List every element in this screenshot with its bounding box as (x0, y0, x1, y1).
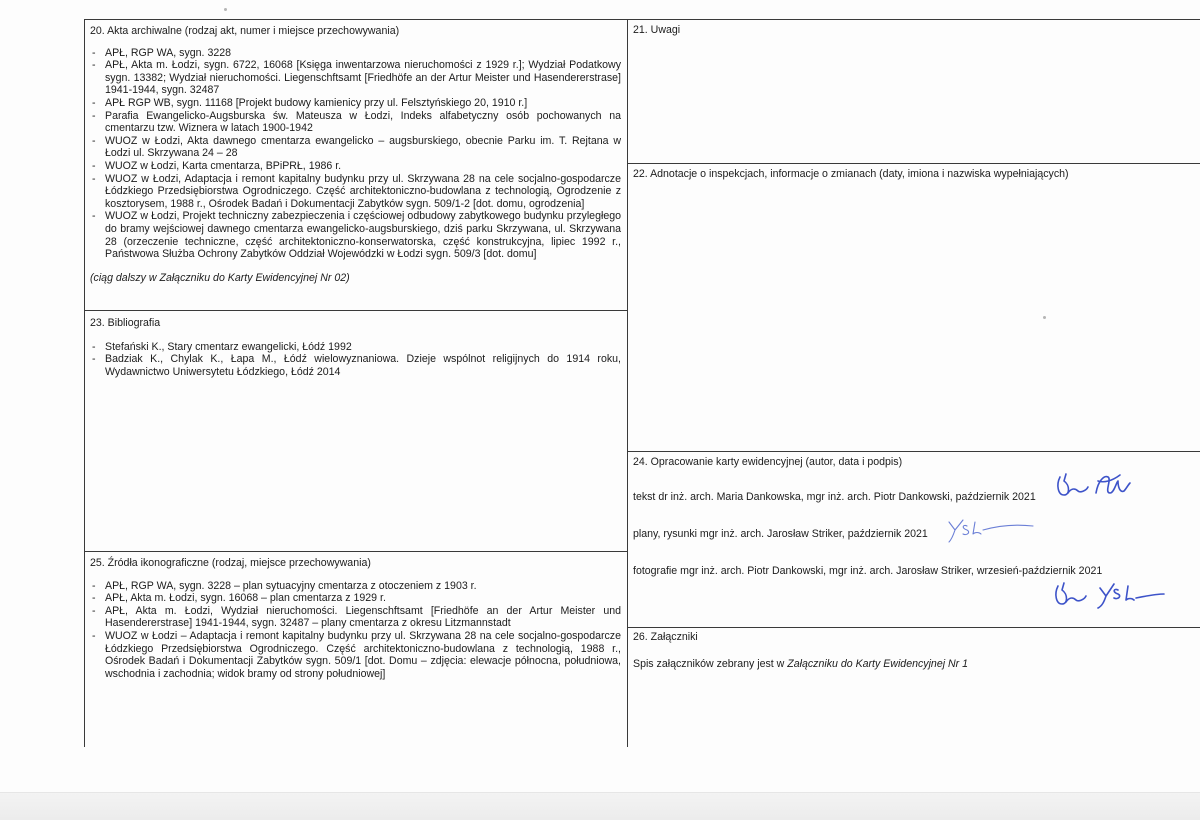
section-23-title: 23. Bibliografia (90, 317, 161, 329)
list-item: - Badziak K., Chylak K., Łapa M., Łódź wielowyznaniowa. Dzieje wspólnot religijnych do 1914 roku, Wydawnictwo Uniwersytetu Łódzkiego, Łódź 2014 (90, 353, 621, 378)
section-24-title: 24. Opracowanie karty ewidencyjnej (autor, data i podpis) (633, 456, 903, 468)
section-22-annotations (633, 168, 1193, 181)
table-top-rule (84, 19, 1200, 20)
rule-right-after-21 (627, 163, 1200, 164)
section-25-title: 25. Źródła ikonograficzne (rodzaj, miejsce przechowywania) (90, 557, 371, 569)
section-26-attachments (633, 631, 1193, 670)
signature-dankowski-image (1052, 471, 1134, 505)
section-25-iconographic-sources (90, 557, 621, 680)
list-item: - Parafia Ewangelicko-Augsburska św. Mateusza w Łodzi, Indeks alfabetyczny osób pochowanych na cmentarzu tzw. Wiznera w latach 1900-1942 (90, 110, 621, 135)
section-21-remarks (633, 24, 1193, 37)
section-20-continued-note: (ciąg dalszy w Załączniku do Karty Ewidencyjnej Nr 02) (90, 271, 350, 284)
section-21-title: 21. Uwagi (633, 24, 681, 36)
list-item: - APŁ, RGP WA, sygn. 3228 (90, 47, 621, 60)
list-item: - WUOZ w Łodzi, Karta cmentarza, BPiPRŁ, 1986 r. (90, 160, 621, 173)
author-text-line: tekst dr inż. arch. Maria Dankowska, mgr inż. arch. Piotr Dankowski, październik 2021 (633, 491, 1036, 503)
rule-right-after-22 (627, 451, 1200, 452)
list-item: - WUOZ w Łodzi, Adaptacja i remont kapitalny budynku przy ul. Skrzywana 28 na cele socjalno-gospodarcze Łódzkiego Przedsiębiorstwa Ogrodniczego. Część architektoniczno-budowlana z technologią, Ogrodzenie z kosztorysem, 1988 r., Ośrodek Badań i Dokumentacji Zabytków sygn. 509/1-2 [dot. domu, ogrodzenia] (90, 173, 621, 211)
author-photos-line: fotografie mgr inż. arch. Piotr Dankowski, mgr inż. arch. Jarosław Striker, wrzesień-październik 2021 (633, 565, 1103, 577)
section-25-list (90, 580, 621, 681)
section-20-archives (90, 25, 621, 284)
list-item: - WUOZ w Łodzi – Adaptacja i remont kapitalny budynku przy ul. Skrzywana 28 na cele socjalno-gospodarcze Łódzkiego Przedsiębiorstwa Ogrodniczego. Część architektoniczno-budowlana z technologią, 1988 r., Ośrodek Badań i Dokumentacji Zabytków sygn. 509/1 [dot. Domu – zdjęcia: elewacje północna, południowa, wschodnia i zachodnia; widok bramy od strony południowej] (90, 630, 621, 680)
list-item: - WUOZ w Łodzi, Akta dawnego cmentarza ewangelicko – augsburskiego, obecnie Parku im. T. Rejtana w Łodzi ul. Skrzywana 24 – 28 (90, 135, 621, 160)
signature-striker-image (945, 516, 1035, 546)
attachments-note-reference: Załączniku do Karty Ewidencyjnej Nr 1 (787, 657, 969, 670)
list-item: - APŁ, RGP WA, sygn. 3228 – plan sytuacyjny cmentarza z otoczeniem z 1903 r. (90, 580, 621, 593)
list-item: - APŁ, Akta m. Łodzi, sygn. 16068 – plan cmentarza z 1929 r. (90, 592, 621, 605)
scan-bottom-edge (0, 792, 1200, 820)
scan-speck (224, 8, 227, 11)
list-item: - APŁ RGP WB, sygn. 11168 [Projekt budowy kamienicy przy ul. Felsztyńskiego 20, 1910 r.] (90, 97, 621, 110)
rule-right-after-24 (627, 627, 1200, 628)
table-middle-rule (627, 19, 628, 747)
section-23-bibliography (90, 317, 621, 378)
list-item: - APŁ, Akta m. Łodzi, sygn. 6722, 16068 [Księga inwentarzowa nieruchomości z 1929 r.]; Wydział Podatkowy sygn. 13382; Wydział nieruchomości. Liegenschftsamt [Friedhöfe an der Artur Meister und Hasendererstrase] 1941-1944, sygn. 32487 (90, 59, 621, 97)
rule-left-after-20 (84, 310, 627, 311)
table-left-rule (84, 19, 85, 747)
list-item: - WUOZ w Łodzi, Projekt techniczny zabezpieczenia i częściowej odbudowy zabytkowego budynku przyległego do bramy wejściowej dawnego cmentarza ewangelicko-augsburskiego, dziś parku Skrzywana, ul. Skrzywana 28 (orzeczenie techniczne, część architektoniczno-konserwatorska, część konstrukcyjna, lipiec 1992 r., Państwowa Służba Ochrony Zabytków Oddział Wojewódzki w Łodzi sygn. 509/3 [dot. domu] (90, 210, 621, 260)
section-20-list (90, 47, 621, 261)
list-item: - APŁ, Akta m. Łodzi, Wydział nieruchomości. Liegenschftsamt [Friedhöfe an der Artur Meister und Hasendererstrase] 1941-1944, sygn. 32487 – plany cmentarza z okresu Litzmannstadt (90, 605, 621, 630)
section-22-title: 22. Adnotacje o inspekcjach, informacje o zmianach (daty, imiona i nazwiska wypełniających) (633, 168, 1069, 180)
scan-speck (1043, 316, 1046, 319)
section-26-title: 26. Załączniki (633, 631, 698, 643)
rule-left-after-23 (84, 551, 627, 552)
attachments-note-text: Spis załączników zebrany jest w (633, 657, 788, 670)
attachments-note (633, 658, 1193, 671)
section-20-title: 20. Akta archiwalne (rodzaj akt, numer i miejsce przechowywania) (90, 25, 400, 37)
signature-pair-image (1048, 578, 1168, 612)
list-item: - Stefański K., Stary cmentarz ewangelicki, Łódź 1992 (90, 341, 621, 354)
section-23-list (90, 341, 621, 379)
section-24-authors (633, 456, 1193, 469)
author-plans-line: plany, rysunki mgr inż. arch. Jarosław Striker, październik 2021 (633, 528, 928, 540)
